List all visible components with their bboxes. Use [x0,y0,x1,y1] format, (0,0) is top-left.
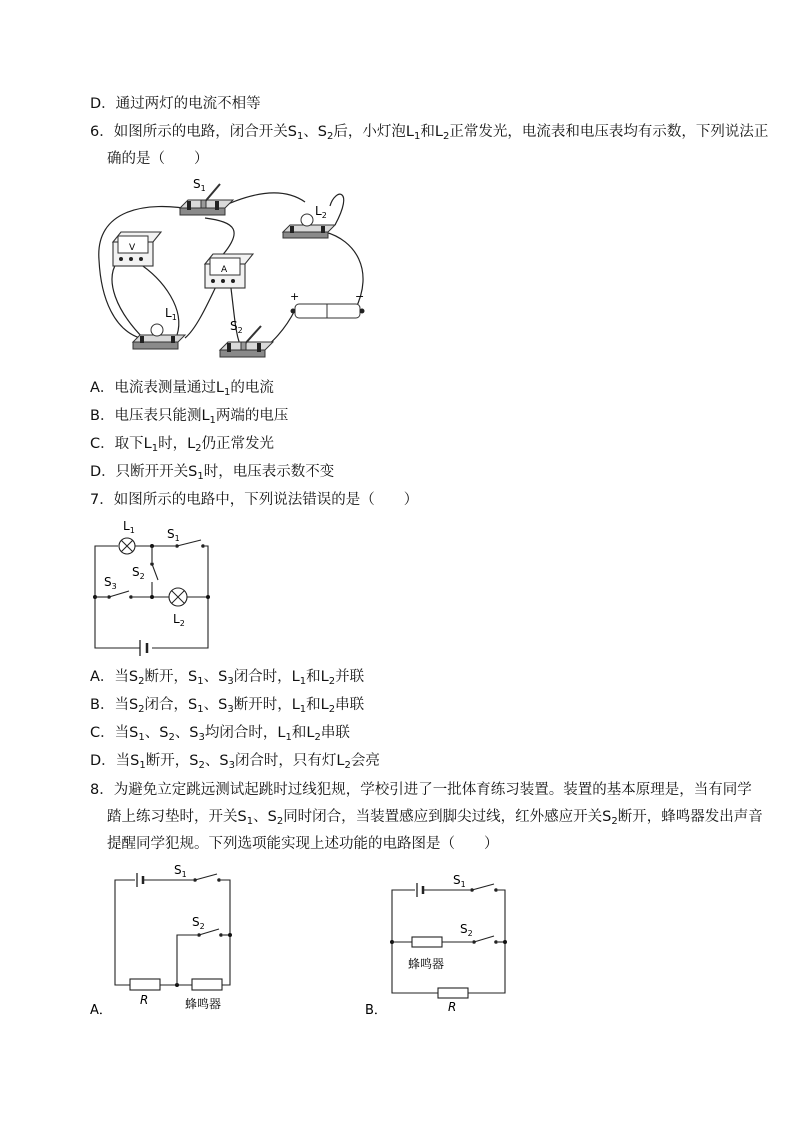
svg-text:S1: $S_1$ [453,873,466,889]
q6-option-c: C．取下$L_1$时，$L_2$仍正常发光 [90,436,275,454]
q7-switch-s3 [104,575,133,599]
q6-battery [290,290,365,318]
q7-stem: 7．如图所示的电路中，下列说法错误的是（ ） [90,492,419,508]
q6-circuit-figure [85,170,375,370]
q6-lamp-l2 [283,204,335,238]
svg-text:S3: $S_3$ [104,575,117,591]
q6-voltmeter [113,232,161,266]
q6-switch-s1 [180,177,233,215]
q8-stem-line3: 提醒同学犯规。下列选项能实现上述功能的电路图是（ ） [107,836,499,852]
svg-text:L2: $L_2$ [315,204,327,220]
svg-text:蜂鸣器: 蜂鸣器 [408,957,445,971]
q7-switch-s1 [167,527,205,548]
svg-text:+: + [290,290,300,303]
q8b-buzzer [408,937,444,971]
svg-text:S1: $S_1$ [167,527,180,543]
svg-text:R: R [448,1000,457,1014]
svg-text:A: A [221,265,228,275]
svg-text:−: − [355,290,365,303]
q7-lamp-l2 [169,588,187,628]
q7-option-c: C．当$S_1$、$S_2$、$S_3$均闭合时，$L_1$和$L_2$串联 [90,725,350,743]
q6-option-b: B．电压表只能测$L_1$两端的电压 [90,408,289,426]
q7-option-a: A．当$S_2$断开，$S_1$、$S_3$闭合时，$L_1$和$L_2$并联 [90,669,365,687]
q6-stem-line1: 6．如图所示的电路，闭合开关$S_1$、$S_2$后，小灯泡$L_1$和$L_2$正常发光，电流表和电压表均有示数，下列说法正 [90,124,769,142]
svg-text:S2: $S_2$ [460,922,473,938]
q7-circuit-figure [85,512,225,662]
q8a-resistor [130,979,160,1007]
svg-text:L1: $L_1$ [123,519,135,535]
q8a-switch-s1 [174,863,221,882]
svg-text:蜂鸣器: 蜂鸣器 [185,997,222,1011]
q6-switch-s2 [220,319,273,357]
q8b-switch-s2 [460,922,498,944]
q8-stem-line2: 踏上练习垫时，开关$S_1$、$S_2$同时闭合，当装置感应到脚尖过线，红外感应开关$S_2$断开，蜂鸣器发出声音 [107,809,763,827]
q6-option-d: D．只断开开关$S_1$时，电压表示数不变 [90,464,335,482]
svg-text:R: R [140,993,149,1007]
svg-text:V: V [129,243,136,253]
svg-text:A．: A． [90,1003,112,1018]
svg-text:L2: $L_2$ [173,612,185,628]
q7-lamp-l1 [119,519,135,554]
q6-stem-line2: 确的是（ ） [107,151,209,167]
q8-circuit-b [360,860,530,1020]
svg-text:S2: $S_2$ [230,319,243,335]
q7-switch-s2 [132,562,158,581]
q7-option-d: D．当$S_1$断开，$S_2$、$S_3$闭合时，只有灯$L_2$会亮 [90,753,380,771]
svg-text:S1: $S_1$ [193,177,206,193]
q6-ammeter [205,254,253,288]
q7-option-b: B．当$S_2$闭合，$S_1$、$S_3$断开时，$L_1$和$L_2$串联 [90,697,365,715]
q5-option-d: D．通过两灯的电流不相等 [90,96,261,112]
q8-circuit-a [85,860,255,1020]
svg-text:S2: $S_2$ [132,565,145,581]
q8b-switch-s1 [453,873,498,892]
svg-text:S2: $S_2$ [192,915,205,931]
q8a-switch-s2 [192,915,223,937]
svg-text:S1: $S_1$ [174,863,187,879]
svg-text:L1: $L_1$ [165,306,177,322]
svg-text:B．: B． [365,1003,387,1018]
q8a-buzzer [185,979,222,1011]
q6-option-a: A．电流表测量通过$L_1$的电流 [90,380,274,398]
q8-stem-line1: 8．为避免立定跳远测试起跳时过线犯规，学校引进了一批体育练习装置。装置的基本原理是，当有同学 [90,782,752,798]
q8b-resistor [438,988,468,1014]
